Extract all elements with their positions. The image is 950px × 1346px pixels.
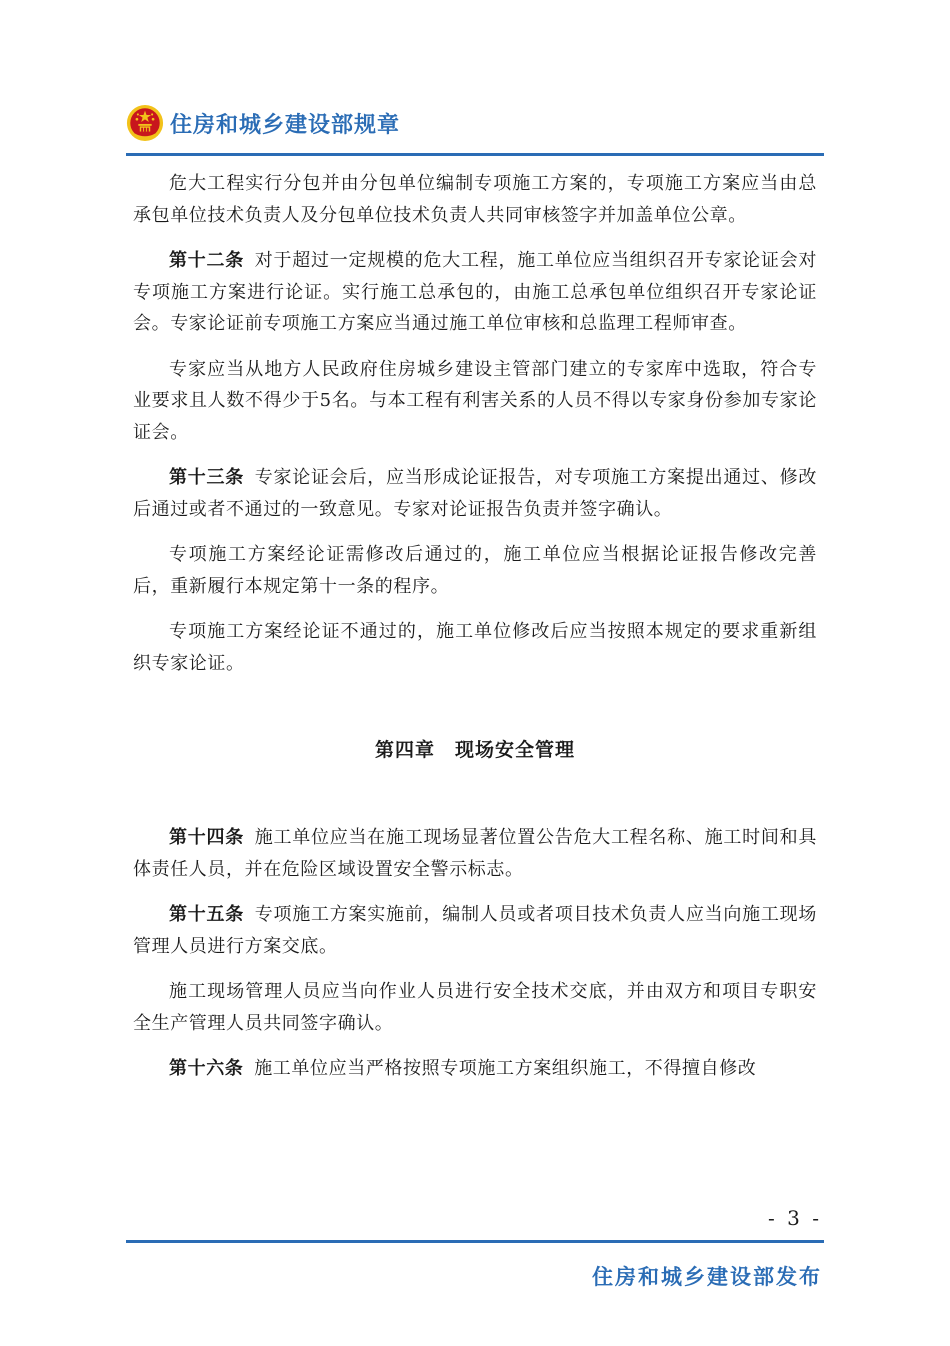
article-number: 第十三条 [169, 467, 244, 488]
article-number: 第十四条 [169, 827, 244, 848]
paragraph: 专家应当从地方人民政府住房城乡建设主管部门建立的专家库中选取，符合专业要求且人数不得少于5名。与本工程有利害关系的人员不得以专家身份参加专家论证会。 [133, 358, 817, 443]
paragraph: 专项施工方案经论证需修改后通过的，施工单位应当根据论证报告修改完善后，重新履行本规定第十一条的程序。 [133, 544, 817, 597]
header-title: 住房和城乡建设部规章 [170, 113, 401, 138]
article-number: 第十二条 [169, 250, 244, 271]
footer-rule [126, 1240, 824, 1243]
document-body [133, 168, 817, 1099]
paragraph: 施工现场管理人员应当向作业人员进行安全技术交底，并由双方和项目专职安全生产管理人员共同签字确认。 [133, 981, 817, 1034]
paragraph: 危大工程实行分包并由分包单位编制专项施工方案的，专项施工方案应当由总承包单位技术负责人及分包单位技术负责人共同审核签字并加盖单位公章。 [133, 173, 817, 226]
paragraph: 第十四条 施工单位应当在施工现场显著位置公告危大工程名称、施工时间和具体责任人员，并在危险区域设置安全警示标志。 [133, 827, 817, 880]
paragraph: 第十五条 专项施工方案实施前，编制人员或者项目技术负责人应当向施工现场管理人员进行方案交底。 [133, 904, 817, 957]
footer-publisher: 住房和城乡建设部发布 [592, 1265, 822, 1289]
article-number: 第十六条 [169, 1058, 244, 1079]
article-number: 第十五条 [169, 904, 244, 925]
paragraph: 第十六条 施工单位应当严格按照专项施工方案组织施工，不得擅自修改 [169, 1058, 757, 1079]
national-emblem-icon [126, 104, 164, 142]
page-header [126, 100, 824, 156]
paragraph: 第十二条 对于超过一定规模的危大工程，施工单位应当组织召开专家论证会对专项施工方案进行论证。实行施工总承包的，由施工总承包单位组织召开专家论证会。专家论证前专项施工方案应当通过施工单位审核和总监理工程师审查。 [133, 250, 817, 334]
chapter-heading: 第四章 现场安全管理 [374, 739, 575, 761]
paragraph: 第十三条 专家论证会后，应当形成论证报告，对专项施工方案提出通过、修改后通过或者不通过的一致意见。专家对论证报告负责并签字确认。 [133, 467, 817, 520]
header-rule [126, 153, 824, 156]
paragraph: 专项施工方案经论证不通过的，施工单位修改后应当按照本规定的要求重新组织专家论证。 [133, 621, 817, 674]
page-number: - 3 - [768, 1206, 822, 1230]
